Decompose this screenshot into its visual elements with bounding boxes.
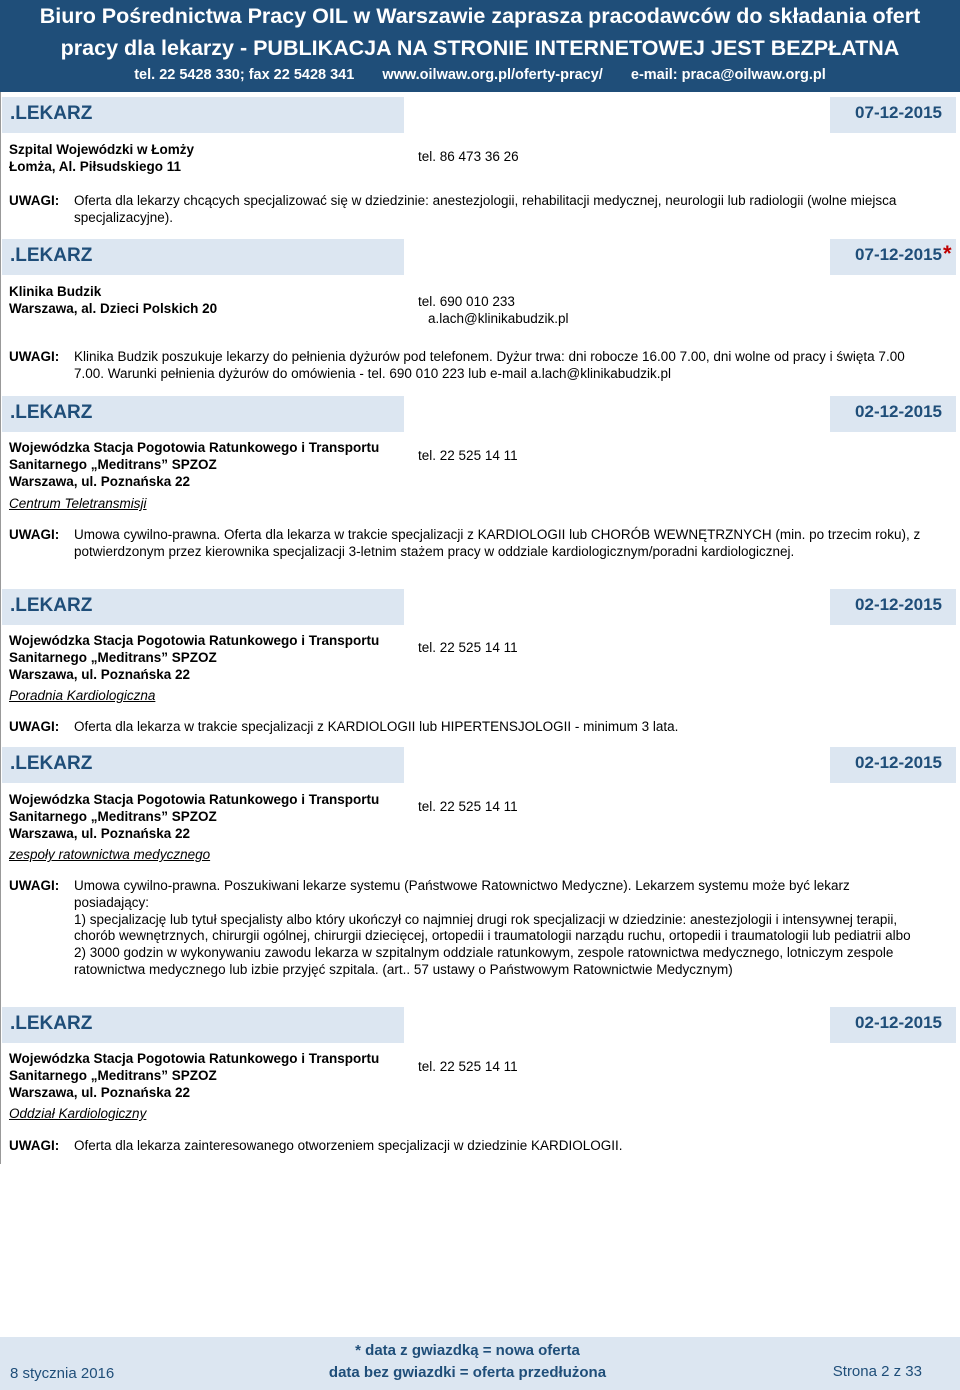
offer-card bbox=[0, 396, 960, 581]
offer-date-box bbox=[830, 589, 956, 625]
offer-date-box bbox=[830, 747, 956, 783]
contact-email[interactable]: a.lach@klinikabudzik.pl bbox=[428, 311, 569, 326]
offer-card bbox=[0, 589, 960, 739]
notes-label: UWAGI: bbox=[9, 349, 60, 364]
employer-address: Warszawa, ul. Poznańska 22 bbox=[9, 474, 191, 489]
offer-phone bbox=[418, 1058, 518, 1075]
offer-card bbox=[0, 97, 960, 225]
offer-employer bbox=[9, 439, 379, 490]
offer-department: Oddział Kardiologiczny bbox=[9, 1106, 147, 1121]
notes-intro: Umowa cywilno-prawna. Poszukiwani lekarze systemu (Państwowe Ratownictwo Medyczne). Lekarzem systemu może być lekarz posiadający: bbox=[74, 878, 850, 910]
offer-category: .LEKARZ bbox=[10, 595, 93, 616]
banner-line-2: pracy dla lekarzy - PUBLIKACJA NA STRONIE INTERNETOWEJ JEST BEZPŁATNA bbox=[60, 36, 900, 60]
offer-category-bar bbox=[2, 97, 404, 133]
notes-condition-2: 2) 3000 godzin w wykonywaniu zawodu lekarza w szpitalnym oddziale ratunkowym, zespole ratownictwa medycznego, lotniczym zespole ratownictwa medycznego lub izbie przyjęć szpitala. (art.. 57 ustawy o Państwowym Ratownictwie Medycznym) bbox=[74, 945, 894, 977]
employer-name: Szpital Wojewódzki w Łomży bbox=[9, 142, 195, 157]
offer-employer bbox=[9, 141, 194, 175]
offer-notes bbox=[74, 878, 924, 979]
offer-category: .LEKARZ bbox=[10, 103, 93, 124]
offer-date-box bbox=[830, 1007, 956, 1043]
tel-label: tel. bbox=[418, 1059, 437, 1074]
offer-category: .LEKARZ bbox=[10, 753, 93, 774]
tel-label: tel. bbox=[418, 448, 437, 463]
employer-name-cont: Sanitarnego „Meditrans” SPZOZ bbox=[9, 1068, 217, 1083]
employer-name: Wojewódzka Stacja Pogotowia Ratunkowego i Transportu bbox=[9, 792, 380, 807]
offer-date: 02-12-2015 bbox=[855, 753, 942, 772]
banner-line-1: Biuro Pośrednictwa Pracy OIL w Warszawie zaprasza pracodawców do składania ofert bbox=[39, 4, 921, 28]
notes-label: UWAGI: bbox=[9, 719, 60, 734]
tel-number[interactable]: 22 525 14 11 bbox=[439, 640, 518, 655]
offer-notes: Oferta dla lekarzy chcących specjalizować się w dziedzinie: anestezjologii, rehabilitacji medycznej, neurologii lub radiologii (wolne miejsca specjalizacyjne). bbox=[74, 193, 897, 225]
employer-name-cont: Sanitarnego „Meditrans” SPZOZ bbox=[9, 457, 217, 472]
offer-date-box bbox=[830, 239, 956, 275]
legend-extended-offer: data bez gwiazdki = oferta przedłużona bbox=[328, 1364, 607, 1381]
offer-date: 02-12-2015 bbox=[855, 1013, 942, 1032]
offer-category-bar bbox=[2, 589, 404, 625]
notes-label: UWAGI: bbox=[9, 878, 60, 893]
offer-category-bar bbox=[2, 239, 404, 275]
offer-card bbox=[0, 239, 960, 379]
banner-phone: tel. 22 5428 330; fax 22 5428 341 bbox=[134, 67, 355, 83]
offer-date: 02-12-2015 bbox=[855, 595, 942, 614]
offer-card bbox=[0, 1007, 960, 1157]
legend-new-offer: * data z gwiazdką = nowa oferta bbox=[355, 1342, 580, 1359]
tel-number[interactable]: 22 525 14 11 bbox=[439, 1059, 518, 1074]
notes-condition-1: 1) specjalizację lub tytuł specjalisty albo który ukończył co najmniej drugi rok specjalizacji w dziedzinie: anestezjologii i intensywnej terapii, chorób wewnętrznych, chirurgii ogólnej, chirurgii dziecięcej, ortopedii i traumatologii narządu ruchu, ortopedii i traumatologii lub pediatrii albo bbox=[74, 911, 911, 944]
offer-department: Poradnia Kardiologiczna bbox=[9, 688, 156, 703]
offer-phone bbox=[418, 293, 569, 327]
notes-label: UWAGI: bbox=[9, 1138, 60, 1153]
offer-employer bbox=[9, 791, 379, 842]
offer-department: Centrum Teletransmisji bbox=[9, 496, 147, 511]
employer-name-cont: Sanitarnego „Meditrans” SPZOZ bbox=[9, 809, 217, 824]
header-banner bbox=[0, 0, 960, 92]
banner-contact bbox=[0, 67, 960, 83]
page-number: Strona 2 z 33 bbox=[832, 1363, 922, 1380]
offer-date: 02-12-2015 bbox=[855, 402, 942, 421]
offer-notes: Umowa cywilno-prawna. Oferta dla lekarza w trakcie specjalizacji z KARDIOLOGII lub CHORÓB WEWNĘTRZNYCH (min. po trzecim roku), z potwierdzonym przez kierownika specjalizacji 3-letnim stażem pracy w oddziale kardiologicznym/poradni kardiologicznej. bbox=[74, 527, 921, 559]
offer-date: 07-12-2015 bbox=[855, 245, 942, 264]
offer-employer bbox=[9, 1050, 379, 1101]
banner-email[interactable]: e-mail: praca@oilwaw.org.pl bbox=[630, 67, 826, 83]
offer-category-bar bbox=[2, 396, 404, 432]
employer-address: Warszawa, ul. Poznańska 22 bbox=[9, 1085, 191, 1100]
offer-date-box bbox=[830, 97, 956, 133]
offer-category-bar bbox=[2, 747, 404, 783]
offer-category: .LEKARZ bbox=[10, 245, 93, 266]
banner-website[interactable]: www.oilwaw.org.pl/oferty-pracy/ bbox=[382, 67, 603, 83]
offer-phone bbox=[418, 148, 519, 165]
notes-label: UWAGI: bbox=[9, 193, 60, 208]
offer-department: zespoły ratownictwa medycznego bbox=[9, 847, 211, 862]
offer-notes: Oferta dla lekarza zainteresowanego otworzeniem specjalizacji w dziedzinie KARDIOLOGII. bbox=[74, 1138, 623, 1153]
employer-address: Łomża, Al. Piłsudskiego 11 bbox=[9, 159, 182, 174]
tel-number[interactable]: 22 525 14 11 bbox=[439, 448, 518, 463]
employer-name: Wojewódzka Stacja Pogotowia Ratunkowego i Transportu bbox=[9, 440, 380, 455]
offer-card bbox=[0, 747, 960, 997]
employer-address: Warszawa, al. Dzieci Polskich 20 bbox=[9, 301, 218, 316]
tel-number[interactable]: 86 473 36 26 bbox=[439, 149, 519, 164]
offer-date-box bbox=[830, 396, 956, 432]
offer-phone bbox=[418, 798, 518, 815]
employer-name-cont: Sanitarnego „Meditrans” SPZOZ bbox=[9, 650, 217, 665]
notes-label: UWAGI: bbox=[9, 527, 60, 542]
new-offer-star: * bbox=[943, 241, 952, 266]
offer-category: .LEKARZ bbox=[10, 402, 93, 423]
tel-number[interactable]: 690 010 233 bbox=[439, 294, 515, 309]
offer-notes: Klinika Budzik poszukuje lekarzy do pełnienia dyżurów pod telefonem. Dyżur trwa: dni robocze 16.00 7.00, dni wolne od pracy i święta 7.00 7.00. Warunki pełnienia dyżurów do omówienia - tel. 690 010 223 lub e-mail a.lach@klinikabudzik.pl bbox=[74, 349, 905, 381]
tel-label: tel. bbox=[418, 149, 437, 164]
employer-name: Klinika Budzik bbox=[9, 284, 102, 299]
footer-date: 8 stycznia 2016 bbox=[10, 1365, 115, 1382]
offer-employer bbox=[9, 283, 217, 317]
offer-category-bar bbox=[2, 1007, 404, 1043]
employer-address: Warszawa, ul. Poznańska 22 bbox=[9, 667, 191, 682]
tel-label: tel. bbox=[418, 640, 437, 655]
tel-label: tel. bbox=[418, 294, 437, 309]
employer-address: Warszawa, ul. Poznańska 22 bbox=[9, 826, 191, 841]
offer-phone bbox=[418, 447, 518, 464]
page-footer bbox=[0, 1337, 960, 1390]
offer-date: 07-12-2015 bbox=[855, 103, 942, 122]
offer-phone bbox=[418, 639, 518, 656]
tel-number[interactable]: 22 525 14 11 bbox=[439, 799, 518, 814]
offer-employer bbox=[9, 632, 379, 683]
employer-name: Wojewódzka Stacja Pogotowia Ratunkowego i Transportu bbox=[9, 1051, 380, 1066]
employer-name: Wojewódzka Stacja Pogotowia Ratunkowego i Transportu bbox=[9, 633, 380, 648]
offer-notes: Oferta dla lekarza w trakcie specjalizacji z KARDIOLOGII lub HIPERTENSJOLOGII - minimum 3 lata. bbox=[74, 719, 679, 734]
offer-category: .LEKARZ bbox=[10, 1013, 93, 1034]
tel-label: tel. bbox=[418, 799, 437, 814]
